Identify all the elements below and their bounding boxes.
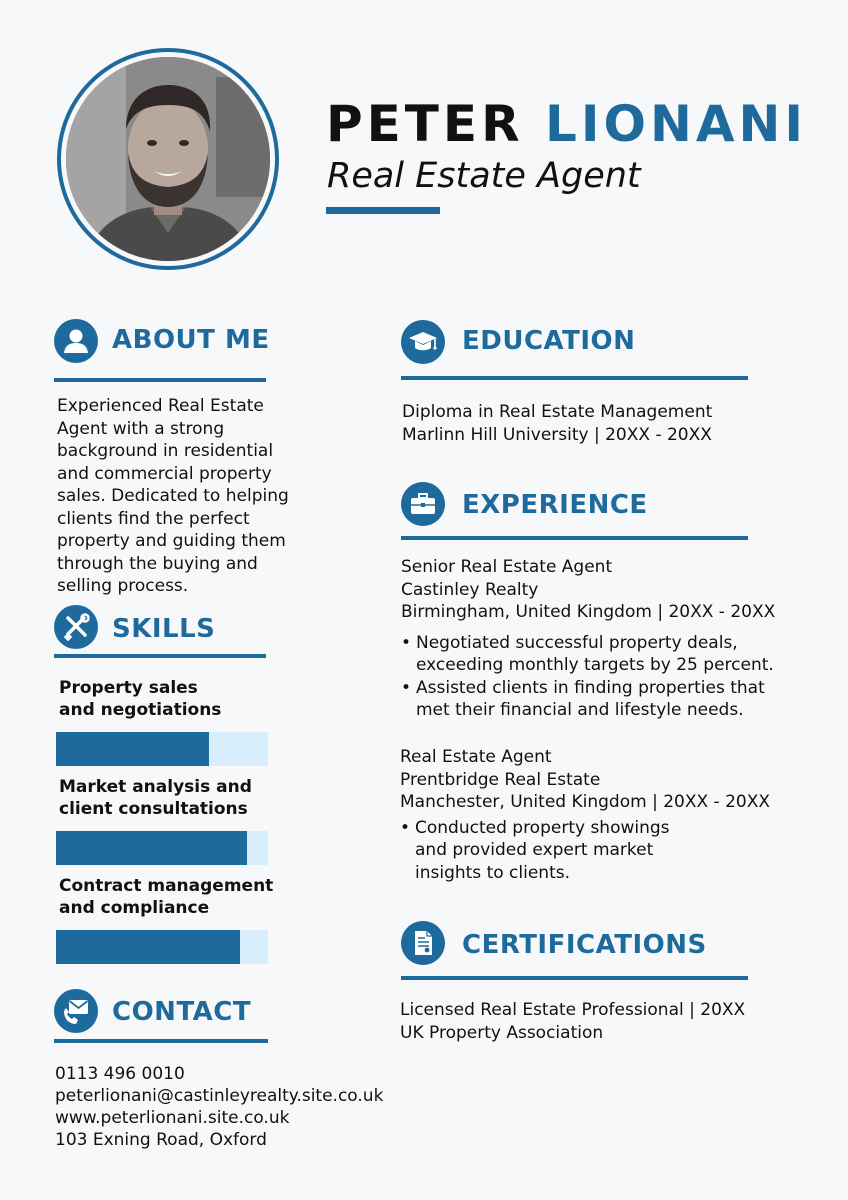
graduation-cap-icon bbox=[401, 320, 445, 364]
contact-website[interactable]: www.peterlionani.site.co.uk bbox=[55, 1108, 290, 1128]
contact-heading: CONTACT bbox=[112, 997, 252, 1027]
skill-label-line: and negotiations bbox=[59, 700, 222, 720]
skill-bar-track bbox=[56, 831, 268, 865]
skill-label-line: Property sales bbox=[59, 678, 198, 698]
education-degree: Diploma in Real Estate Management bbox=[402, 402, 713, 422]
skill-label bbox=[59, 677, 221, 721]
education-entry bbox=[402, 401, 712, 446]
contact-details bbox=[55, 1063, 383, 1151]
about-line: property and guiding them bbox=[57, 531, 286, 551]
skill-label-line: and compliance bbox=[59, 898, 210, 918]
briefcase-icon bbox=[401, 482, 445, 526]
job-bullet bbox=[401, 632, 775, 677]
job-position: Senior Real Estate Agent bbox=[401, 557, 613, 577]
skill-bar-fill bbox=[56, 831, 247, 865]
certification-name: Licensed Real Estate Professional | 20XX bbox=[400, 1000, 746, 1020]
education-school: Marlinn Hill University | 20XX - 20XX bbox=[402, 424, 712, 445]
about-rule bbox=[54, 378, 266, 382]
about-text bbox=[57, 395, 289, 598]
portrait-image bbox=[66, 57, 270, 261]
skill-bar-fill bbox=[56, 732, 209, 766]
bullet-line: exceeding monthly targets by 25 percent. bbox=[416, 655, 774, 675]
job-bullet bbox=[401, 677, 775, 722]
experience-job bbox=[400, 746, 770, 884]
contact-rule bbox=[54, 1039, 268, 1043]
bullet-line: and provided expert market bbox=[415, 840, 654, 860]
certifications-heading: CERTIFICATIONS bbox=[462, 930, 707, 960]
tools-icon bbox=[54, 605, 98, 649]
bullet-line: met their financial and lifestyle needs. bbox=[416, 700, 744, 720]
skills-heading: SKILLS bbox=[112, 614, 216, 644]
experience-job bbox=[401, 556, 775, 722]
job-bullets bbox=[401, 632, 775, 722]
skill-label-line: Contract management bbox=[59, 876, 274, 896]
title-underline bbox=[326, 207, 440, 214]
skill-label-line: client consultations bbox=[59, 799, 248, 819]
user-icon bbox=[54, 319, 98, 363]
contact-address: 103 Exning Road, Oxford bbox=[55, 1130, 267, 1150]
skill-bar-track bbox=[56, 732, 268, 766]
education-heading: EDUCATION bbox=[462, 326, 636, 356]
about-line: clients find the perfect bbox=[57, 508, 250, 529]
certificate-icon bbox=[401, 921, 445, 965]
about-line: and commercial property bbox=[57, 463, 272, 484]
certifications-rule bbox=[401, 976, 748, 980]
bullet-line: insights to clients. bbox=[415, 862, 570, 883]
job-company: Prentbridge Real Estate bbox=[400, 769, 601, 790]
full-name bbox=[326, 94, 807, 154]
certification-entry bbox=[400, 999, 745, 1044]
skill-label bbox=[59, 776, 252, 820]
about-line: background in residential bbox=[57, 441, 274, 461]
about-line: through the buying and bbox=[57, 553, 258, 574]
contact-email[interactable]: peterlionani@castinleyrealty.site.co.uk bbox=[55, 1086, 384, 1106]
certification-issuer: UK Property Association bbox=[400, 1022, 604, 1043]
bullet-line: • Assisted clients in finding properties that bbox=[416, 677, 765, 698]
job-title: Real Estate Agent bbox=[327, 156, 641, 196]
last-name: LIONANI bbox=[545, 95, 807, 153]
contact-icon bbox=[54, 989, 98, 1033]
about-line: selling process. bbox=[57, 576, 189, 596]
first-name: PETER bbox=[326, 95, 524, 153]
about-line: Agent with a strong bbox=[57, 418, 225, 439]
experience-heading: EXPERIENCE bbox=[462, 490, 648, 520]
skill-label-line: Market analysis and bbox=[59, 777, 252, 797]
job-bullet bbox=[400, 817, 770, 885]
bullet-line: • Negotiated successful property deals, bbox=[416, 632, 738, 653]
skill-bar-fill bbox=[56, 930, 240, 964]
contact-phone[interactable]: 0113 496 0010 bbox=[55, 1064, 185, 1084]
skills-rule bbox=[54, 654, 266, 658]
bullet-line: • Conducted property showings bbox=[415, 817, 670, 838]
job-bullets bbox=[400, 817, 770, 885]
job-company: Castinley Realty bbox=[401, 579, 539, 600]
about-line: sales. Dedicated to helping bbox=[57, 486, 289, 506]
about-line: Experienced Real Estate bbox=[57, 396, 264, 416]
job-position: Real Estate Agent bbox=[400, 747, 552, 767]
job-location: Manchester, United Kingdom | 20XX - 20XX bbox=[400, 792, 770, 812]
skill-label bbox=[59, 875, 273, 919]
about-heading: ABOUT ME bbox=[112, 325, 270, 355]
experience-rule bbox=[401, 536, 748, 540]
profile-photo bbox=[57, 48, 279, 270]
job-location: Birmingham, United Kingdom | 20XX - 20XX bbox=[401, 602, 776, 622]
education-rule bbox=[401, 376, 748, 380]
skill-bar-track bbox=[56, 930, 268, 964]
